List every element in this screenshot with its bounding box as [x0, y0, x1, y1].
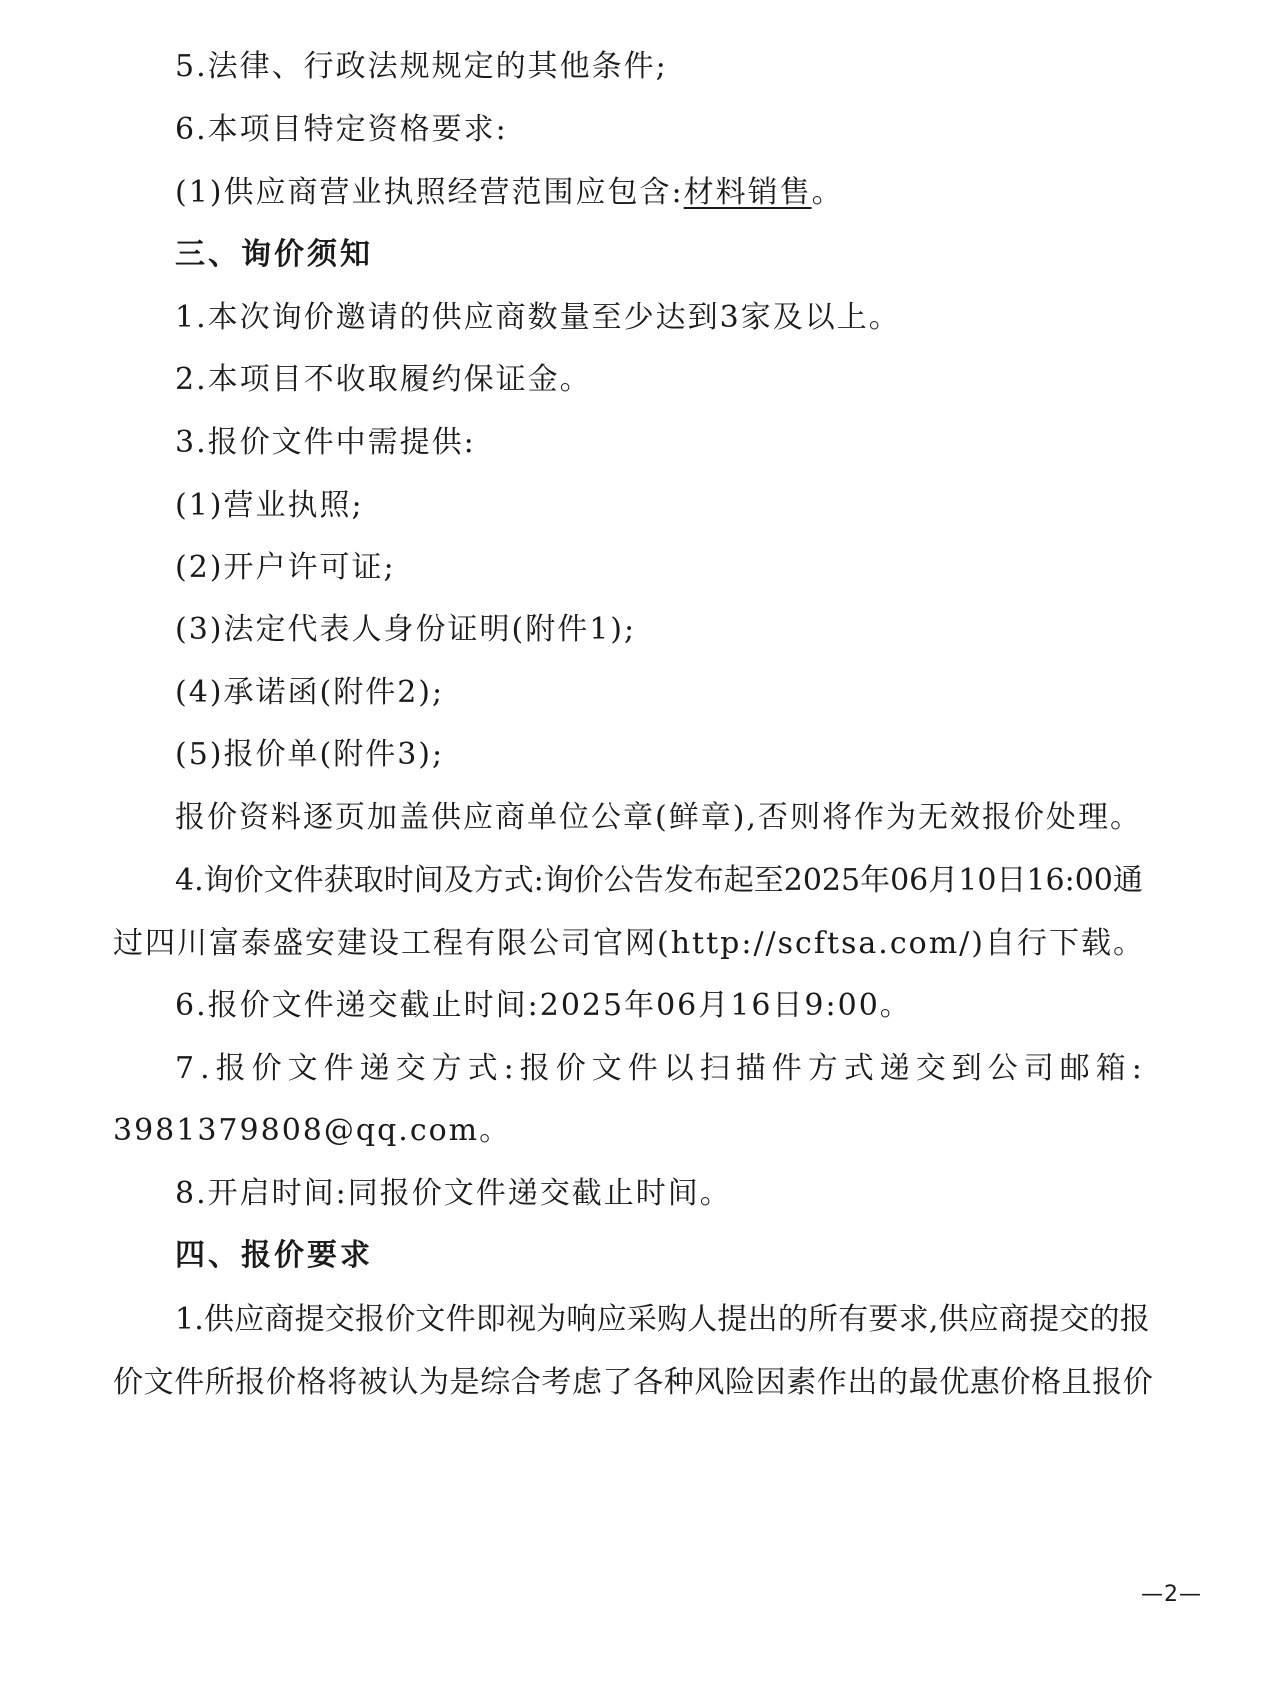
clause-6: 6.本项目特定资格要求: — [175, 112, 508, 147]
notice-1: 1.本次询价邀请的供应商数量至少达到3家及以上。 — [175, 300, 901, 335]
clause-6-1 — [175, 173, 844, 213]
notice-2: 2.本项目不收取履约保证金。 — [175, 362, 592, 397]
notice-3-item-1: (1)营业执照; — [175, 488, 364, 523]
notice-4-line-2: 过四川富泰盛安建设工程有限公司官网(http://scftsa.com/)自行下载。 — [113, 926, 1145, 961]
notice-3-item-4: (4)承诺函(附件2); — [175, 675, 445, 710]
clause-6-1-text: (1)供应商营业执照经营范围应包含: — [175, 175, 684, 210]
requirement-1-line-1: 1.供应商提交报价文件即视为响应采购人提出的所有要求,供应商提交的报 — [175, 1302, 1150, 1337]
notice-7-email: 3981379808@qq.com。 — [113, 1113, 512, 1148]
notice-3-item-5: (5)报价单(附件3); — [175, 737, 445, 772]
section-3-heading: 三、询价须知 — [175, 237, 373, 272]
business-scope-underlined: 材料销售 — [683, 175, 812, 210]
page-number: —2— — [1141, 1582, 1202, 1607]
clause-6-1-end: 。 — [811, 175, 844, 210]
notice-3-item-3: (3)法定代表人身份证明(附件1); — [175, 612, 637, 647]
notice-3-stamp-note: 报价资料逐页加盖供应商单位公章(鲜章),否则将作为无效报价处理。 — [175, 800, 1142, 835]
notice-8: 8.开启时间:同报价文件递交截止时间。 — [175, 1176, 732, 1211]
clause-5: 5.法律、行政法规规定的其他条件; — [175, 49, 668, 84]
notice-7-line-1: 7.报价文件递交方式:报价文件以扫描件方式递交到公司邮箱: — [175, 1051, 1148, 1086]
requirement-1-line-2: 价文件所报价格将被认为是综合考虑了各种风险因素作出的最优惠价格且报价 — [113, 1365, 1154, 1400]
notice-3: 3.报价文件中需提供: — [175, 425, 476, 460]
section-4-heading: 四、报价要求 — [175, 1238, 373, 1273]
notice-6: 6.报价文件递交截止时间:2025年06月16日9:00。 — [175, 988, 912, 1023]
notice-4-line-1: 4.询价文件获取时间及方式:询价公告发布起至2025年06月10日16:00通 — [175, 863, 1143, 898]
notice-3-item-2: (2)开户许可证; — [175, 550, 396, 585]
